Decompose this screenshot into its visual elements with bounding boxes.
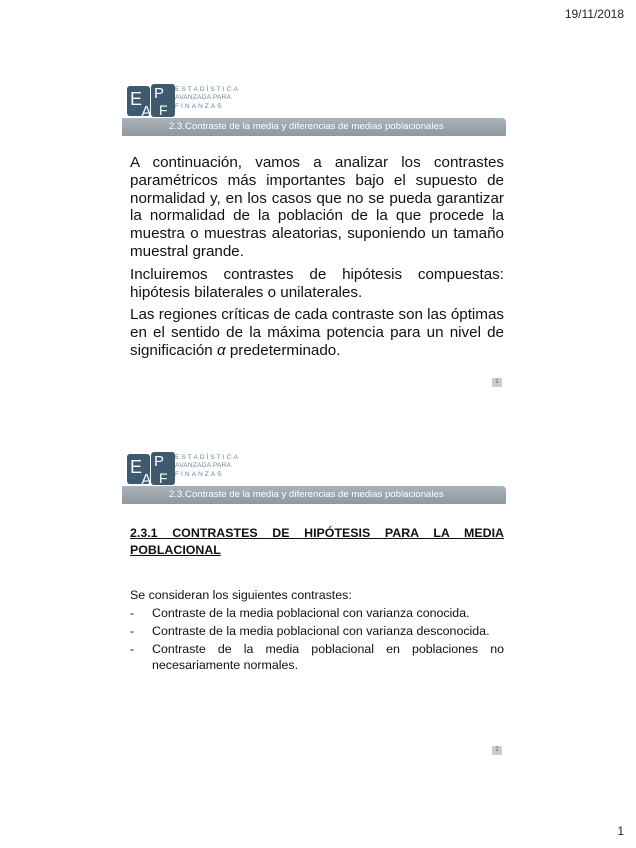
logo-line-2: AVANZADA PARA — [175, 462, 232, 470]
slide-2 — [122, 452, 508, 764]
list-item-text: Contraste de la media poblacional con varianza conocida. — [152, 606, 470, 620]
logo-line-3: FINANZAS — [175, 102, 224, 110]
page-number: 1 — [617, 824, 624, 838]
slide-number: 1 — [492, 378, 502, 387]
logo-line-1: ESTADÍSTICA — [175, 454, 240, 461]
slide-body — [130, 154, 504, 365]
list-item — [130, 641, 504, 673]
logo-letter-a: A — [141, 104, 152, 118]
header-bar-title: 2.3.Contraste de la media y diferencias de medias poblacionales — [169, 121, 444, 132]
logo-letter-e: E — [130, 89, 143, 109]
logo-letter-p: P — [154, 453, 165, 470]
logo-letter-e: E — [130, 457, 143, 477]
list-item-text: Contraste de la media poblacional con varianza desconocida. — [152, 624, 490, 638]
paragraph: Incluiremos contrastes de hipótesis compuestas: hipótesis bilaterales o unilaterales. — [130, 265, 504, 301]
logo-wordmark — [175, 454, 240, 479]
logo-letter-p: P — [154, 85, 165, 102]
paragraph-text: Las regiones críticas de cada contraste son las óptimas en el sentido de la máxima potencia para un nivel de significación — [130, 306, 504, 359]
section-heading-line-2: POBLACIONAL — [130, 542, 221, 557]
logo-line-2: AVANZADA PARA — [175, 94, 232, 102]
alpha-symbol: α — [216, 341, 226, 359]
logo-line-3: FINANZAS — [175, 470, 224, 478]
list-dash: - — [130, 642, 135, 656]
list-item-text: Contraste de la media poblacional en poblaciones no necesariamente normales. — [152, 642, 504, 672]
section-heading-line-1: 2.3.1 CONTRASTES DE HIPÓTESIS PARA LA MEDIA — [130, 526, 504, 540]
list-dash: - — [130, 624, 135, 638]
paragraph-text: predeterminado. — [225, 341, 341, 359]
logo-letter-f: F — [159, 470, 168, 486]
header-bar — [122, 486, 506, 504]
list-dash: - — [130, 606, 135, 620]
header-bar-title: 2.3.Contraste de la media y diferencias de medias poblacionales — [169, 489, 444, 500]
list-item — [130, 605, 504, 621]
logo-letter-f: F — [159, 102, 168, 118]
epaf-logo-icon — [127, 84, 177, 118]
contrast-list — [130, 605, 504, 675]
header-bar — [122, 118, 506, 136]
logo-letter-a: A — [141, 472, 152, 486]
slide-1 — [122, 84, 508, 396]
logo-line-1: ESTADÍSTICA — [175, 86, 240, 93]
list-item — [130, 623, 504, 639]
slide-number: 2 — [492, 746, 502, 755]
print-date: 19/11/2018 — [564, 7, 624, 21]
epaf-logo-icon — [127, 452, 177, 486]
paragraph: A continuación, vamos a analizar los contrastes paramétricos más importantes bajo el supuesto de normalidad y, en los casos que no se pueda garantizar la normalidad de la población de la que procede la muestra o muestras aleatorias, suponiendo un tamaño muestral grande. — [130, 154, 504, 260]
section-heading — [130, 525, 504, 558]
logo-wordmark — [175, 86, 240, 111]
paragraph — [130, 306, 504, 359]
intro-text: Se consideran los siguientes contrastes: — [130, 588, 352, 602]
